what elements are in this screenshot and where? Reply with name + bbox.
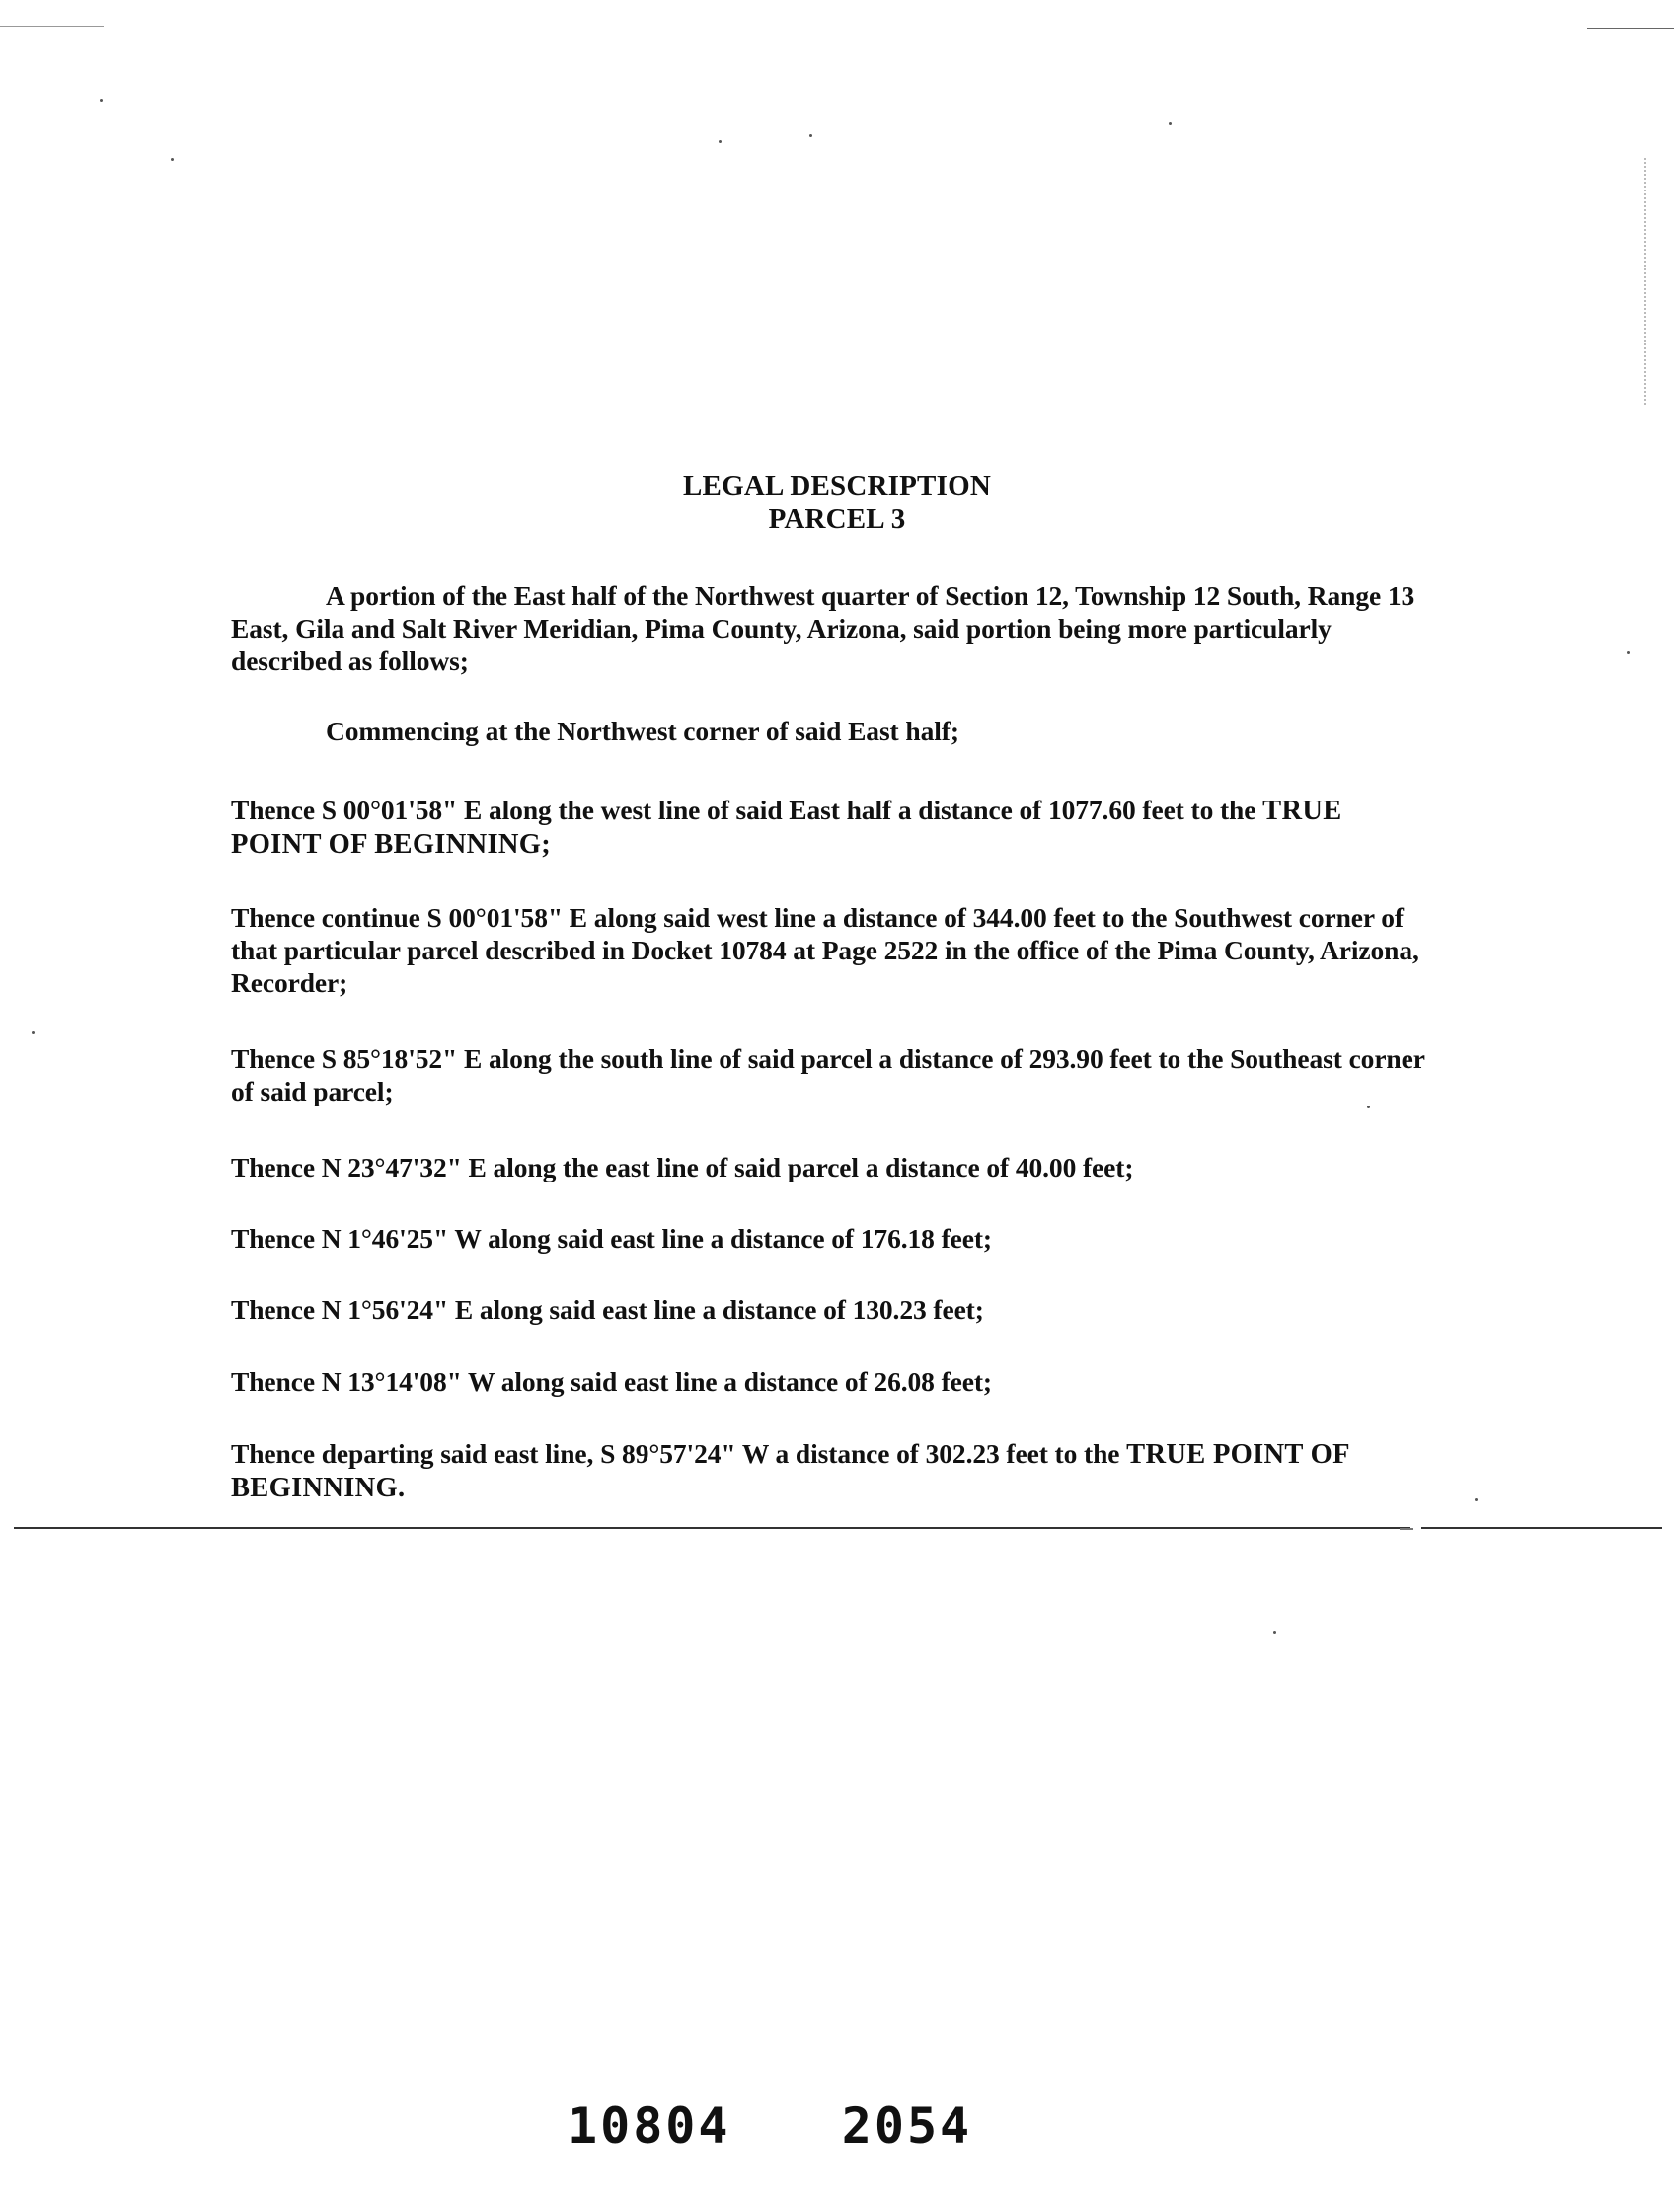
scan-speck xyxy=(1475,1498,1478,1501)
paragraph-text: Thence departing said east line, S 89°57'24" W a distance of 302.23 feet to the xyxy=(231,1438,1127,1469)
paragraph-course-3 xyxy=(231,1042,1437,1107)
paragraph-course-2 xyxy=(231,901,1437,999)
title-line-1: LEGAL DESCRIPTION xyxy=(682,470,991,501)
paragraph-text: Thence N 23°47'32" E along the east line of said parcel a distance of 40.00 feet; xyxy=(231,1152,1134,1182)
section-divider xyxy=(14,1527,1410,1529)
section-divider-dash xyxy=(1400,1528,1413,1530)
paragraph-text: A portion of the East half of the Northwest quarter of Section 12, Township 12 South, Range 13 East, Gila and Salt River Meridian, Pima County, Arizona, said portion being more particularly described as follows; xyxy=(231,580,1415,676)
scan-speck xyxy=(100,99,103,102)
page-number: 2054 xyxy=(841,2098,973,2155)
paragraph-course-4 xyxy=(231,1151,1437,1183)
top-left-rule xyxy=(0,26,104,27)
paragraph-commencing xyxy=(231,715,1437,747)
paragraph-intro xyxy=(231,579,1437,677)
title-line-2: PARCEL 3 xyxy=(768,503,906,535)
scan-speck xyxy=(32,1031,35,1034)
recording-stamp xyxy=(568,2098,972,2155)
paragraph-course-1 xyxy=(231,794,1437,861)
paragraph-course-6 xyxy=(231,1293,1437,1326)
scan-speck xyxy=(1627,651,1630,654)
scan-speck xyxy=(719,140,722,143)
paragraph-text: Thence N 1°56'24" E along said east line a distance of 130.23 feet; xyxy=(231,1294,984,1325)
paragraph-text: Thence S 85°18'52" E along the south line of said parcel a distance of 293.90 feet to the Southeast corner of said parcel; xyxy=(231,1043,1425,1106)
paragraph-course-8 xyxy=(231,1437,1437,1504)
scan-speck xyxy=(1169,122,1172,125)
right-edge-scan-dots xyxy=(1644,158,1646,405)
true-point-of-beginning: TRUE POINT OF BEGINNING. xyxy=(231,1439,1349,1503)
scan-speck xyxy=(171,158,174,161)
paragraph-text: Commencing at the Northwest corner of said East half; xyxy=(326,716,959,746)
docket-number: 10804 xyxy=(568,2098,731,2155)
paragraph-course-5 xyxy=(231,1222,1437,1255)
top-right-rule xyxy=(1587,28,1674,29)
true-point-of-beginning: TRUE POINT OF BEGINNING; xyxy=(231,796,1342,860)
paragraph-text: Thence N 1°46'25" W along said east line a distance of 176.18 feet; xyxy=(231,1223,992,1254)
section-divider-right xyxy=(1421,1527,1662,1529)
paragraph-course-7 xyxy=(231,1365,1437,1398)
scan-speck xyxy=(1273,1631,1276,1634)
scan-speck xyxy=(809,134,812,137)
paragraph-text: Thence continue S 00°01'58" E along said west line a distance of 344.00 feet to the Southwest corner of that particular parcel described in Docket 10784 at Page 2522 in the office of the Pima County, Arizona, Recorder; xyxy=(231,902,1419,998)
paragraph-text: Thence N 13°14'08" W along said east line a distance of 26.08 feet; xyxy=(231,1366,992,1397)
page-title xyxy=(0,469,1674,536)
paragraph-text: Thence S 00°01'58" E along the west line of said East half a distance of 1077.60 feet to the xyxy=(231,795,1263,825)
